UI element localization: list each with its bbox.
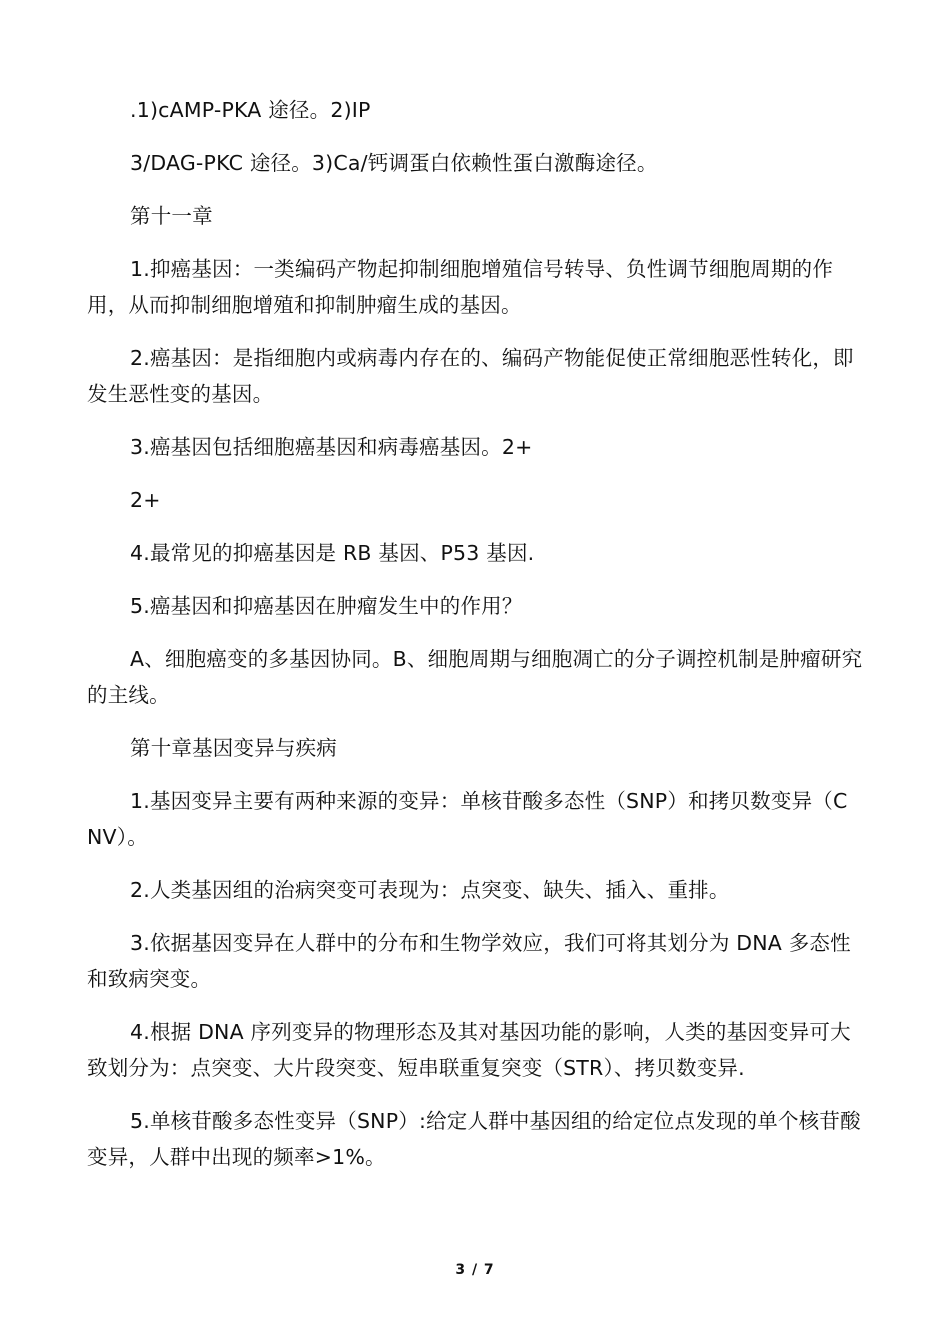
paragraph-variation-physical-forms: 4.根据 DNA 序列变异的物理形态及其对基因功能的影响，人类的基因变异可大致划分为：点突变、大片段突变、短串联重复突变（STR）、拷贝数变异. [87,1020,851,1080]
paragraph-role-question: 5.癌基因和抑癌基因在肿瘤发生中的作用？ [130,594,523,618]
page-number: 3 / 7 [455,1262,495,1278]
chapter-10-heading: 第十章基因变异与疾病 [130,736,337,760]
paragraph-tumor-suppressor-definition: 1.抑癌基因：一类编码产物起抑制细胞增殖信号转导、负性调节细胞周期的作用，从而抑制细胞增殖和抑制肿瘤生成的基因。 [87,257,834,317]
paragraph-variation-sources: 1.基因变异主要有两种来源的变异：单核苷酸多态性（SNP）和拷贝数变异（CNV）。 [87,789,848,849]
paragraph-oncogene-definition: 2.癌基因：是指细胞内或病毒内存在的、编码产物能促使正常细胞恶性转化，即发生恶性变的基因。 [87,346,854,406]
paragraph-snp-definition: 5.单核苷酸多态性变异（SNP）:给定人群中基因组的给定位点发现的单个核苷酸变异，人群中出现的频率>1%。 [87,1109,861,1169]
chapter-11-heading: 第十一章 [130,204,213,228]
paragraph-superscript-residue: 2+ [130,488,161,512]
document-body [87,92,863,1192]
paragraph-oncogene-types: 3.癌基因包括细胞癌基因和病毒癌基因。2+ [130,435,533,459]
paragraph-dag-pkc: 3/DAG-PKC 途径。3)Ca/钙调蛋白依赖性蛋白激酶途径。 [130,151,658,175]
paragraph-common-suppressor-genes: 4.最常见的抑癌基因是 RB 基因、P53 基因. [130,541,535,565]
paragraph-camp-pka: .1)cAMP-PKA 途径。2)IP [130,98,371,122]
paragraph-pathogenic-mutations: 2.人类基因组的治病突变可表现为：点突变、缺失、插入、重排。 [130,878,730,902]
paragraph-variation-classification: 3.依据基因变异在人群中的分布和生物学效应，我们可将其划分为 DNA 多态性和致病突变。 [87,931,851,991]
paragraph-role-answer: A、细胞癌变的多基因协同。B、细胞周期与细胞凋亡的分子调控机制是肿瘤研究的主线。 [87,647,863,707]
